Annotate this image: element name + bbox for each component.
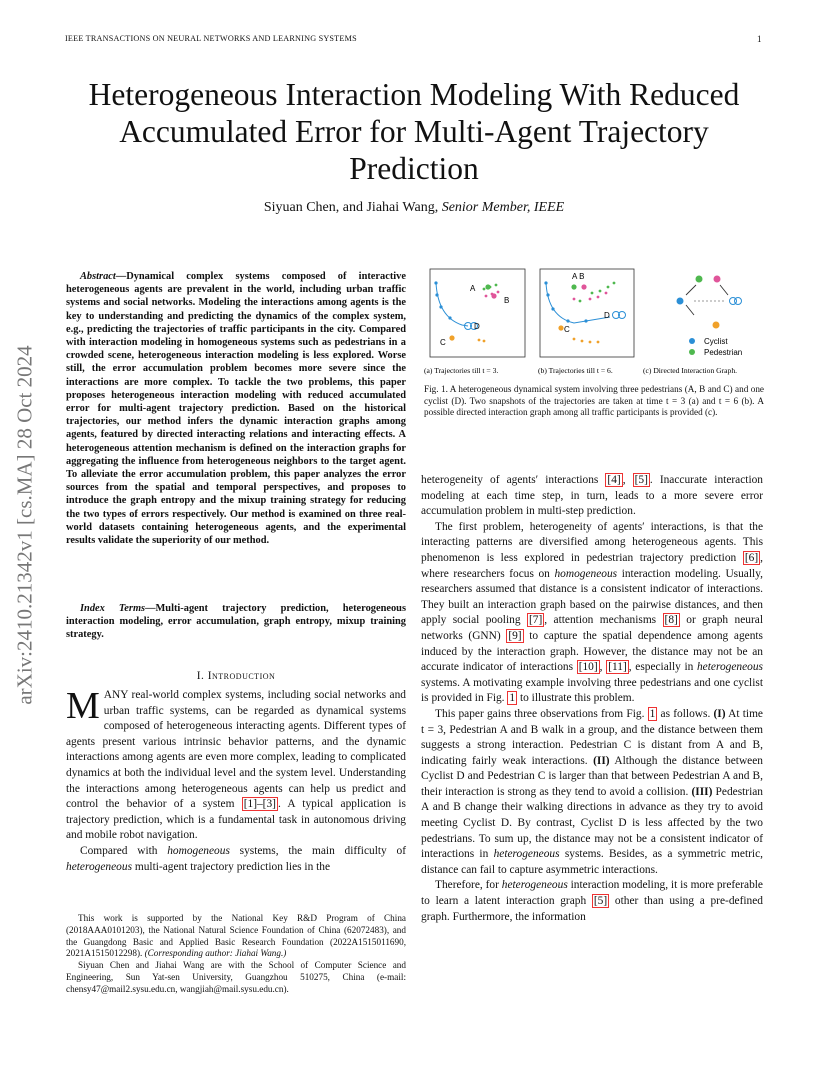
citation-link[interactable]: [5] bbox=[593, 895, 608, 908]
subcaption-c: (c) Directed Interaction Graph. bbox=[643, 366, 738, 375]
figure-1 bbox=[424, 265, 762, 380]
figure-link[interactable]: 1 bbox=[649, 707, 656, 720]
legend-pedestrian: Pedestrian bbox=[704, 348, 743, 357]
right-p4 bbox=[421, 878, 763, 925]
label-ab: A B bbox=[572, 272, 585, 281]
citation-link[interactable]: [10] bbox=[578, 661, 598, 674]
text-run: to illustrate this problem. bbox=[517, 692, 635, 705]
citation-link[interactable]: [11] bbox=[608, 661, 627, 674]
text-run: , bbox=[599, 661, 607, 674]
page-number: 1 bbox=[757, 34, 762, 44]
author-names: Siyuan Chen, and Jiahai Wang, bbox=[263, 200, 439, 215]
text-run: Compared with bbox=[80, 844, 168, 857]
author-role: Senior Member, IEEE bbox=[441, 200, 565, 215]
text-run: Although the distance between Cyclist D and Pedestrian C is larger than that between Pedestrian A and B, their interaction is strong as they tend to avoid a collision. bbox=[421, 754, 763, 798]
intro-p1-end: . A typical application is trajectory prediction, which is a fundamental task in autonomous driving and mobile robot navigation. bbox=[66, 798, 406, 842]
text-run: , bbox=[622, 474, 633, 486]
journal-header: IEEE TRANSACTIONS ON NEURAL NETWORKS AND LEARNING SYSTEMS bbox=[65, 34, 357, 43]
citation-link[interactable]: [8] bbox=[664, 614, 678, 627]
right-column bbox=[421, 473, 763, 925]
observation-marker: (I) bbox=[713, 707, 726, 720]
text-run: systems, the main difficulty of bbox=[229, 844, 406, 857]
text-run: Therefore, for bbox=[435, 879, 502, 892]
panel-a bbox=[430, 269, 525, 357]
label-d: D bbox=[474, 322, 480, 331]
text-run: interaction modeling, it is more preferable to learn a latent interaction graph bbox=[421, 879, 763, 908]
intro-p2 bbox=[66, 844, 406, 875]
intro-column bbox=[66, 685, 406, 875]
section-title: Introduction bbox=[207, 670, 276, 682]
text-run: This work is supported by the National Key R&D Program of China (2018AAA0101203), the National Natural Science Foundation of China (62072483), and the Guangdong Basic and Applied Basic Research Foundation (2022A1515011690, 2021A1515012298). bbox=[66, 913, 406, 959]
index-terms-text: —Multi-agent trajectory prediction, heterogeneous interaction modeling, error accumulation, graph entropy, mixup training strategy. bbox=[66, 603, 406, 641]
emphasis: heterogeneous bbox=[493, 848, 560, 861]
legend-cyclist: Cyclist bbox=[704, 337, 728, 346]
text-run: or graph neural networks (GNN) bbox=[421, 614, 763, 642]
text-run: , where researchers focus on bbox=[421, 551, 763, 580]
emphasis: (Corresponding author: Jiahai Wang.) bbox=[144, 948, 287, 959]
observation-marker: (III) bbox=[691, 785, 713, 798]
text-run: At time t = 3, Pedestrian A and B walk in a group, and the distance between them suggests a strong interaction. Pedestrian C is distant from A and B, indicating fairly weak interactions. bbox=[421, 707, 763, 767]
title-line: Accumulated Error for Multi-Agent Trajectory bbox=[119, 114, 709, 149]
text-run: , especially in bbox=[628, 661, 697, 674]
citation-link[interactable]: [7] bbox=[528, 614, 543, 627]
emphasis: heterogeneous bbox=[66, 860, 133, 873]
figure-caption: Fig. 1. A heterogeneous dynamical system involving three pedestrians (A, B and C) and one cyclist (D). Two snapshots of the trajectories are taken at time t = 3 (a) and t = 6 (b). A possible directed interaction graph among all traffic participants is provided (c). bbox=[424, 384, 764, 418]
text-run: The first problem, heterogeneity of agents′ interactions, is that the interacting patterns are diversified among heterogeneous agents. This phenomenon is less explored in pedestrian trajectory prediction bbox=[421, 520, 763, 564]
footnotes bbox=[66, 913, 406, 996]
subcaption-b: (b) Trajectories till t = 6. bbox=[538, 366, 613, 375]
text-run: , attention mechanisms bbox=[544, 614, 663, 627]
drop-cap: M bbox=[66, 685, 100, 727]
citation-link[interactable]: [6] bbox=[744, 551, 759, 564]
label-c: C bbox=[564, 325, 570, 334]
text-run: other than using a pre-defined graph. Furthermore, the information bbox=[421, 895, 763, 923]
panel-c bbox=[677, 276, 743, 358]
emphasis: homogeneous bbox=[167, 844, 230, 857]
paper-title bbox=[40, 76, 788, 187]
footnote-affiliation: Siyuan Chen and Jiahai Wang are with the School of Computer Science and Engineering, Sun Yat-sen University, Guangzhou 510275, China (e-mail: chensy47@mail2.sysu.edu.cn, wangjiah@mail.sysu.edu.cn). bbox=[66, 960, 406, 994]
label-d: D bbox=[604, 311, 610, 320]
text-run: systems. A motivating example involving three pedestrians and one cyclist is provided in Fig. bbox=[421, 676, 763, 705]
label-b: B bbox=[504, 296, 510, 305]
section-heading bbox=[66, 670, 406, 682]
label-a: A bbox=[470, 284, 476, 293]
title-line: Heterogeneous Interaction Modeling With Reduced bbox=[88, 77, 740, 112]
text-run: . Inaccurate interaction modeling at each time step, in turn, leads to a more severe error accumulation problem in multi-step prediction. bbox=[421, 474, 763, 518]
right-p2 bbox=[421, 520, 763, 707]
text-run: as follows. bbox=[657, 707, 714, 720]
footnote-funding bbox=[66, 913, 406, 960]
text-run: heterogeneity of agents′ interactions bbox=[421, 474, 606, 486]
index-terms-label: Index Terms bbox=[80, 603, 146, 614]
text-run: multi-agent trajectory prediction lies in the bbox=[132, 860, 331, 873]
right-p1 bbox=[421, 473, 763, 520]
abstract-label: Abstract bbox=[80, 271, 116, 282]
emphasis: heterogeneous bbox=[501, 879, 568, 892]
right-p3 bbox=[421, 707, 763, 879]
abstract bbox=[66, 270, 406, 547]
text-run: to capture the spatial dependence among agents induced by the interaction graph. However, the distance may not be an accurate indicator of interactions bbox=[421, 629, 763, 674]
observation-marker: (II) bbox=[593, 754, 610, 767]
text-run: interaction modeling. Usually, researchers assumed that distance is a consistent indicator of interactions. They built an interaction graph based on the pairwise distances, and then apply social pooling bbox=[421, 567, 763, 627]
section-number: I. bbox=[196, 670, 205, 682]
index-terms bbox=[66, 602, 406, 642]
panel-b bbox=[540, 269, 634, 357]
figure-link[interactable]: 1 bbox=[509, 692, 516, 705]
authors bbox=[0, 200, 828, 216]
arxiv-stamp[interactable] bbox=[10, 290, 40, 760]
arxiv-id[interactable]: arXiv:2410.21342v1 [cs.MA] 28 Oct 2024 bbox=[12, 345, 37, 705]
title-line: Prediction bbox=[349, 151, 479, 186]
subcaption-a: (a) Trajectories till t = 3. bbox=[424, 366, 499, 375]
citation-link[interactable]: [4] bbox=[607, 474, 621, 486]
label-c: C bbox=[440, 338, 446, 347]
text-run: This paper gains three observations from Fig. bbox=[435, 707, 648, 720]
citation-link[interactable]: [5] bbox=[634, 474, 648, 486]
abstract-text: —Dynamical complex systems composed of interactive heterogeneous agents are prevalent in the world, including urban traffic systems and social networks. Modeling the interactions among agents is the key to understanding and predicting the dynamics of the complex system, e.g., predicting the trajectories of traffic participants in the city. Compared with interaction modeling in homogeneous systems such as pedestrians in a crowded scene, heterogeneous interaction modeling is less explored. Worse still, the error accumulation problem becomes more severe since the interactions are more complex. To tackle the two problems, this paper proposes heterogeneous interaction modeling with reduced accumulated error for multi-agent trajectory prediction. Based on the historical trajectories, our method infers the dynamic interaction graphs among agents, featured by directed interacting relations and interacting effects. A heterogeneous attention mechanism is defined on the interaction graphs for aggregating the influence from heterogeneous neighbors to the target agent. To alleviate the error accumulation problem, this paper analyzes the error sources from the spatial and temporal perspectives, and proposes to introduce the graph entropy and the mixup training strategy for reducing the two types of errors respectively. Our method is examined on three real-world datasets containing heterogeneous agents, and the experimental results validate the superiority of our method. bbox=[66, 271, 406, 547]
text-run: systems. Besides, as a symmetric metric, distance can fail to capture asymmetric interactions. bbox=[421, 848, 764, 876]
emphasis: homogeneous bbox=[554, 567, 618, 580]
intro-p1: ANY real-world complex systems, including social networks and urban traffic systems, can be regarded as dynamical systems composed of heterogeneous interacting agents. Different types of agents present various intrinsic behavior patterns, and the dynamic interactions among agents are even more complex, leading to complicated dynamics at both the individual level and the system level. Understanding the interactions among heterogeneous agents can help us predict and control the behavior of a system bbox=[66, 689, 406, 811]
emphasis: heterogeneous bbox=[696, 661, 763, 674]
text-run: Pedestrian A and B change their walking directions in advance as they try to avoid meeting Cyclist D. By contrast, Cyclist D is less affected by the two pedestrians. To sum up, the distance may not be a consistent indicator of interactions in bbox=[421, 785, 764, 861]
citation-link[interactable]: [1]–[3] bbox=[243, 798, 276, 811]
citation-link[interactable]: [9] bbox=[508, 629, 522, 642]
